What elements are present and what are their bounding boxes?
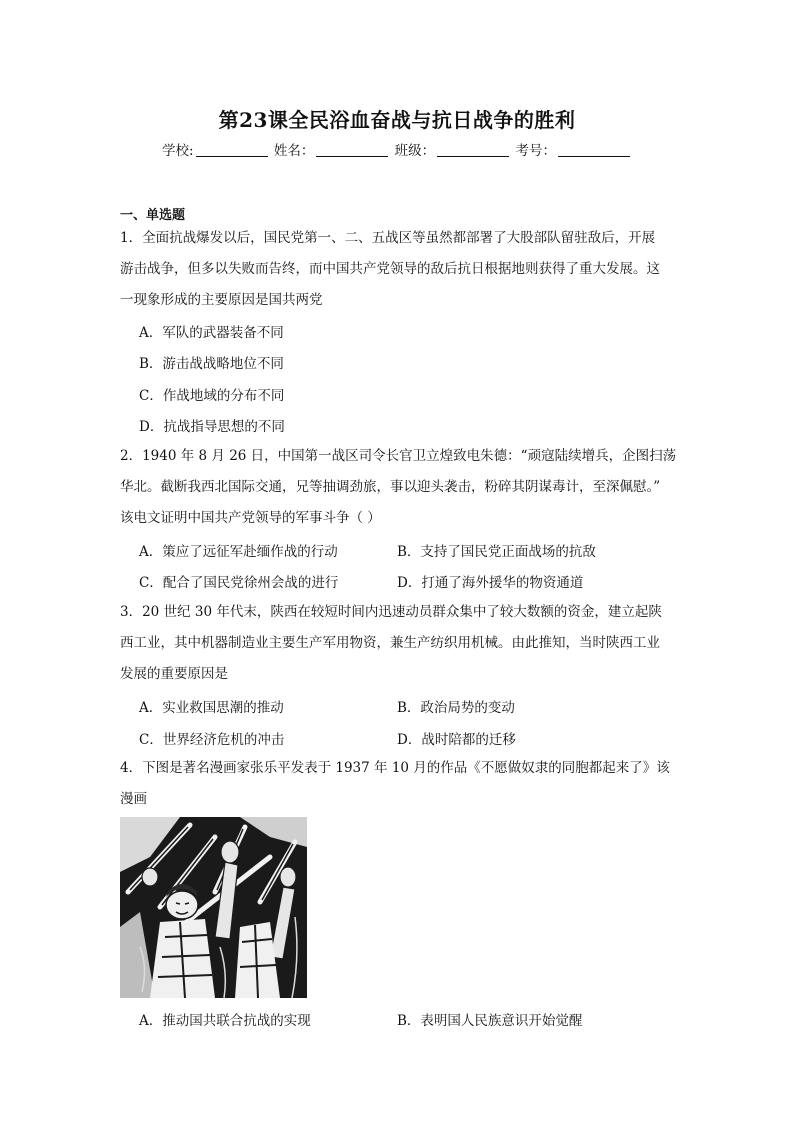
q1-option-c[interactable]: C．作战地域的分布不同: [139, 388, 285, 404]
q2-option-d[interactable]: D．打通了海外援华的物资通道: [397, 575, 584, 591]
name-label: 姓名：: [273, 143, 315, 159]
question-line: 3．20 世纪 30 年代末，陕西在较短时间内迅速动员群众集中了较大数额的资金，建立起陕: [120, 604, 662, 620]
q4-option-b[interactable]: B．表明国人民族意识开始觉醒: [397, 1013, 583, 1029]
q3-option-a[interactable]: A．实业救国思潮的推动: [139, 700, 284, 716]
cartoon-illustration: [120, 817, 307, 998]
question-line: 4．下图是著名漫画家张乐平发表于 1937 年 10 月的作品《不愿做奴隶的同胞都起来了》该: [120, 760, 670, 776]
question-line: 该电文证明中国共产党领导的军事斗争（ ）: [120, 510, 381, 526]
question-1-stem: [120, 223, 680, 316]
q1-option-d[interactable]: D．抗战指导思想的不同: [139, 419, 285, 435]
question-line: 华北。截断我西北国际交通，兄等抽调劲旅，事以迎头袭击，粉碎其阴谋毒计，至深佩慰。”: [120, 479, 661, 495]
name-blank[interactable]: [316, 143, 388, 157]
question-3-stem: [120, 597, 680, 690]
class-label: 班级：: [394, 143, 436, 159]
question-line: 发展的重要原因是: [120, 666, 228, 682]
school-blank[interactable]: [196, 143, 268, 157]
school-label: 学校:: [162, 143, 194, 159]
page-title: 第23课全民浴血奋战与抗日战争的胜利: [218, 108, 576, 132]
exam-number-blank[interactable]: [558, 143, 630, 157]
q1-option-a[interactable]: A．军队的武器装备不同: [139, 325, 284, 341]
q3-option-b[interactable]: B．政治局势的变动: [397, 700, 515, 716]
q2-option-b[interactable]: B．支持了国民党正面战场的抗敌: [397, 544, 596, 560]
question-line: 西工业，其中机器制造业主要生产军用物资，兼生产纺织用机械。由此推知，当时陕西工业: [120, 635, 660, 651]
section-title: 一、单选题: [120, 208, 186, 223]
q4-option-a[interactable]: A．推动国共联合抗战的实现: [139, 1013, 311, 1029]
student-info-line: [0, 139, 794, 159]
question-line: 一现象形成的主要原因是国共两党: [120, 292, 323, 308]
question-2-stem: [120, 441, 680, 534]
question-line: 1．全面抗战爆发以后，国民党第一、二、五战区等虽然都部署了大股部队留驻敌后，开展: [120, 230, 656, 246]
q3-option-d[interactable]: D．战时陪都的迁移: [397, 732, 516, 748]
question-line: 游击战争，但多以失败而告终，而中国共产党领导的敌后抗日根据地则获得了重大发展。这: [120, 261, 660, 277]
question-line: 2．1940 年 8 月 26 日，中国第一战区司令长官卫立煌致电朱德：“顽寇陆续增兵，企图扫荡: [120, 448, 677, 464]
question-line: 漫画: [120, 791, 147, 807]
q2-option-a[interactable]: A．策应了远征军赴缅作战的行动: [139, 544, 338, 560]
class-blank[interactable]: [437, 143, 509, 157]
question-4-stem: [120, 753, 680, 815]
q1-option-b[interactable]: B．游击战战略地位不同: [139, 356, 284, 372]
q3-option-c[interactable]: C．世界经济危机的冲击: [139, 732, 285, 748]
q2-option-c[interactable]: C．配合了国民党徐州会战的进行: [139, 575, 339, 591]
exam-number-label: 考号：: [515, 143, 556, 159]
